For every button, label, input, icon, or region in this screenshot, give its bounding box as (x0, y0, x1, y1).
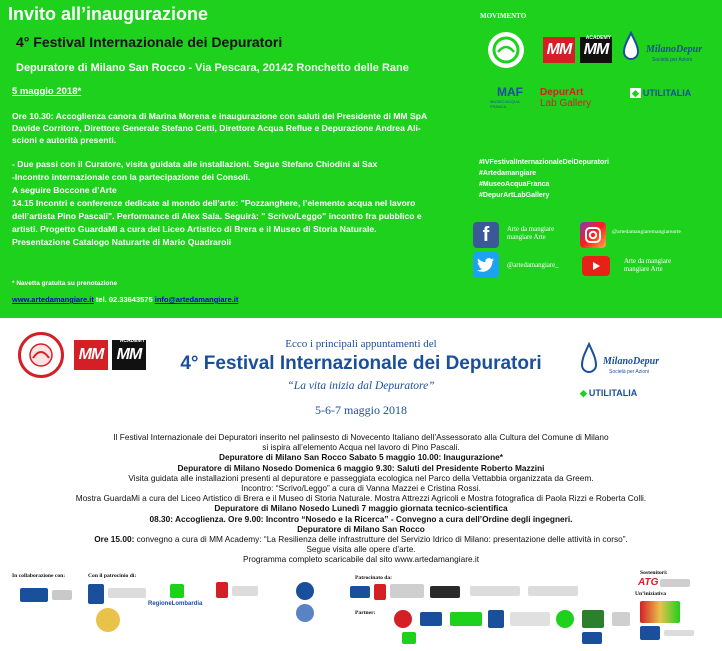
twitter-handle[interactable]: @artedamangiare_ (507, 262, 559, 269)
milano-depur-logo-bottom: MilanoDepur (603, 356, 660, 367)
sponsor-logo (582, 610, 604, 628)
partner-label: Partner: (355, 610, 376, 616)
program-text (0, 534, 722, 544)
program-text: Depuratore di Milano San Rocco (297, 523, 425, 534)
program-intro: Ecco i principali appuntamenti del (285, 338, 437, 350)
movimento-emblem-icon (492, 36, 520, 64)
sponsor-logo (430, 586, 460, 598)
mm-academy-text: MM (116, 346, 142, 363)
email-link[interactable]: info@artedamangiare.it (154, 295, 239, 304)
program-text: Depuratore di Milano Nosedo Lunedì 7 maggio giornata tecnico-scientifica (214, 503, 508, 514)
collab-label: In collaborazione con: (12, 573, 66, 579)
sponsor-logo (420, 612, 442, 626)
sponsor-logo (528, 586, 578, 596)
program-text-lead: Ore 15.00: (94, 534, 135, 545)
sostenitori-label: Sostenitori: (640, 570, 668, 576)
sponsor-logo (510, 612, 550, 626)
sponsor-logo (52, 590, 72, 600)
regione-lombardia-icon (170, 584, 184, 598)
sponsor-logo (232, 586, 258, 596)
milano-depur-logo: MilanoDepur (646, 44, 703, 55)
program-text: Visita guidata alle installazioni presenti al depuratore e passeggiata ecologica nel Parco della Vettabbia organizzata da Greem. (128, 472, 594, 483)
movimento-label: MOVIMENTO (480, 12, 527, 20)
instagram-icon[interactable] (580, 222, 606, 248)
mm-logo (543, 37, 575, 63)
program-line: -Incontro internazionale con la partecipazione dei Consoli. (12, 172, 251, 182)
sponsor-logo (88, 584, 104, 604)
milano-depur-sub: Società per Azioni (652, 57, 693, 63)
milano-depur-drop-icon (620, 28, 642, 64)
festival-title: 4° Festival Internazionale dei Depuratori (16, 34, 283, 50)
venue-address: - Via Pescara, 20142 Ronchetto delle Rane (185, 62, 409, 74)
sponsor-logo (470, 586, 520, 596)
program-dates: 5-6-7 maggio 2018 (315, 403, 407, 417)
program-line: Presentazione Catalogo Naturarte di Mario Quadraroli (12, 237, 232, 247)
program-text-rest: convegno a cura di MM Academy: “La Resilienza delle infrastrutture del Servizio Idrico di Milano: presentazione delle attività in corso”. (134, 534, 628, 545)
maf-logo-text: MAF (497, 85, 523, 99)
shuttle-note: * Navetta gratuita su prenotazione (12, 280, 118, 287)
utilitalia-text: UTILITALIA (588, 388, 638, 398)
sponsor-logo (394, 610, 412, 628)
program-text: Il Festival Internazionale dei Depuratori inserito nel palinsesto di Novecento Italiano dell’Assessorato alla Cultura del Comune di Milano (113, 432, 609, 442)
instagram-handle[interactable]: @artedamangiaremangiarearte (612, 229, 681, 235)
sponsor-logo (660, 579, 690, 587)
mm-logo-text: MM (546, 41, 572, 58)
sponsor-logo (402, 632, 416, 644)
program-text: Incontro: “Scrivo/Leggo” a cura di Vanna Mazzei e Cristina Rossi. (241, 483, 481, 494)
website-link[interactable]: www.artedamangiare.it (12, 295, 94, 304)
mm-logo-text: MM (78, 346, 104, 363)
program-line: - Due passi con il Curatore, visita guidata alle installazioni. Segue Stefano Chiodini al Sax (12, 159, 378, 169)
program-text: si ispira all’elemento Acqua nel lavoro di Pino Pascali. (262, 442, 460, 453)
program-text: Depuratore di Milano Nosedo Domenica 6 maggio 9.30: Saluti del Presidente Roberto Mazzini (177, 462, 545, 473)
youtube-icon[interactable] (582, 256, 610, 276)
program-line: Davide Corritore, Direttore Generale Stefano Cetti, Direttore Acqua Reflue e Depurazione Andrea Ali- (12, 123, 421, 133)
facebook-icon[interactable]: f (473, 222, 499, 248)
sponsor-logo (374, 584, 386, 600)
program-line: dell’artista Pino Pascali". Performance di Alex Sala. Seguirà: " Scrivo/Leggo" incontro fra pubblico e (12, 211, 422, 221)
sponsor-logo (488, 610, 504, 628)
depurart-logo (540, 82, 620, 114)
program-text: Programma completo scaricabile dal sito www.artedamangiare.it (242, 554, 480, 565)
utilitalia-text: UTILITALIA (642, 88, 692, 98)
sponsor-logo (296, 582, 314, 600)
event-date: 5 maggio 2018* (12, 86, 82, 97)
program-line: scioni e autorità presenti. (12, 135, 117, 145)
patrocinato-label: Patrocinato da: (355, 575, 393, 581)
program-title: 4° Festival Internazionale dei Depuratori (180, 353, 542, 374)
academy-tag: ACADEMY (119, 338, 145, 344)
invitation-panel (0, 0, 722, 318)
program-text: Mostra GuardaMi a cura del Liceo Artistico di Brera e il Museo di Storia Naturale. Mostra Attrezzi Agricoli e Mostra fotografica di Paola Rizzi e Roberta Colli. (75, 493, 647, 504)
depurart-text: DepurArt (540, 87, 584, 98)
eu-flag-icon (640, 626, 660, 640)
star-logo-icon (96, 608, 120, 632)
utilitalia-mark-icon: ◆ (580, 388, 587, 398)
venue-line (16, 62, 409, 74)
sponsor-logo (664, 630, 694, 636)
mm-academy-text: MM (583, 41, 609, 58)
movimento-logo (488, 32, 524, 68)
contact-line (12, 295, 238, 304)
program-line: artisti. Progetto GuardaMI a cura del Liceo Artistico di Brera e il Museo di Storia Naturale. (12, 224, 377, 234)
utilitalia-mark-icon: ◆ (632, 88, 639, 98)
program-text: Depuratore di Milano San Rocco Sabato 5 maggio 10.00: Inaugurazione* (219, 452, 503, 463)
iniziativa-label: Un’iniziativa (635, 591, 667, 597)
sponsor-logo (582, 632, 602, 644)
program-text: 08.30: Accoglienza. Ore 9.00: Incontro “Nosedo e la Ricerca” - Convegno a cura dell’Ordine degli ingegneri. (149, 513, 573, 524)
sponsor-logo (350, 586, 370, 598)
atg-logo: ATG (638, 577, 659, 588)
hashtag: #IVFestivalInternazionaleDeiDepuratori (479, 159, 609, 166)
artedamangiare-logo (640, 601, 680, 623)
phone-number: tel. 02.33643575 (93, 295, 155, 304)
program-line: Ore 10.30: Accoglienza canora di Marina Morena e inaugurazione con saluti del Presidente di MM SpA (12, 111, 428, 121)
milano-depur-sub-bottom: Società per Azioni (609, 369, 650, 375)
regione-lombardia-logo: RegioneLombardia (148, 601, 203, 607)
sponsor-logo (108, 588, 146, 598)
hashtag: #DepurArtLabGallery (479, 192, 550, 199)
program-line: 14.15 Incontri e conferenze dedicate al mondo dell’arte: "Pozzanghere, l’elemento acqua nel lavoro (12, 198, 416, 208)
hashtag: #Artedamangiare (479, 170, 537, 177)
sponsor-logo (556, 610, 574, 628)
hashtag-list (479, 157, 609, 201)
sponsor-logo (390, 584, 424, 598)
program-panel (0, 318, 722, 651)
program-line: A seguire Boccone d’Arte (12, 185, 117, 195)
maf-logo-sub: MUSEO ACQUA FRANCA (490, 99, 520, 109)
hashtag: #MuseoAcquaFranca (479, 181, 550, 188)
sponsor-logo (612, 612, 630, 626)
patrocinio-label: Con il patrocinio di: (88, 573, 137, 579)
greem-logo (450, 612, 482, 626)
academy-tag: ACADEMY (585, 35, 611, 41)
program-text: Segue visita alle opere d’arte. (306, 544, 416, 555)
comune-milano-icon (216, 582, 228, 598)
invitation-title: Invito all’inaugurazione (8, 4, 209, 24)
program-body (0, 432, 722, 565)
eu-flag-icon (20, 588, 48, 602)
utilitalia-logo-top (630, 88, 691, 99)
sponsor-logo (296, 604, 314, 622)
program-subtitle: “La vita inizia dal Depuratore” (287, 380, 435, 392)
maf-logo (490, 82, 530, 112)
depurart-gallery-text: Lab Gallery (540, 98, 592, 109)
facebook-handle[interactable]: Arte da mangiare mangiare Arte (507, 226, 555, 241)
twitter-icon[interactable] (473, 252, 499, 278)
venue-name: Depuratore di Milano San Rocco (16, 62, 186, 74)
youtube-handle[interactable]: Arte da mangiare mangiare Arte (624, 258, 672, 273)
mm-academy-logo (580, 37, 612, 63)
